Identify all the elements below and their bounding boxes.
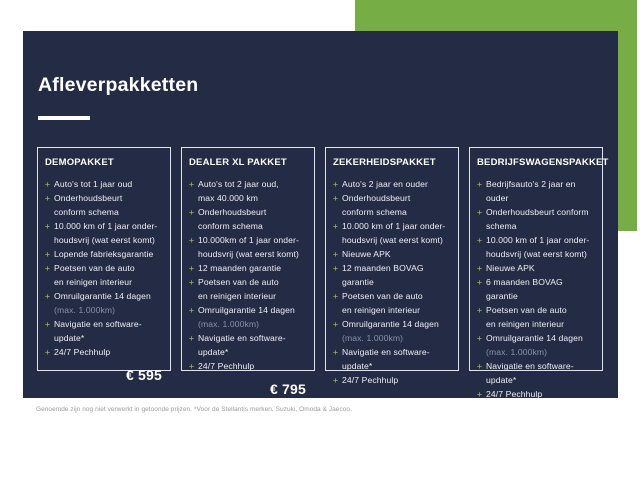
feature-item [477, 261, 595, 275]
feature-line: Auto's tot 1 jaar oud [54, 179, 133, 189]
feature-line: 6 maanden BOVAG garantie [486, 277, 563, 301]
package-title: ZEKERHEIDSPAKKET [333, 157, 436, 168]
feature-list [45, 177, 163, 359]
feature-item [189, 331, 307, 359]
plus-bullet-icon: + [333, 319, 339, 329]
feature-line: 10.000 km of 1 jaar onder- [342, 221, 446, 231]
feature-text [198, 205, 307, 233]
package-price: € 1.095 [401, 395, 450, 411]
feature-line-muted: (max. 1.000km) [54, 305, 116, 315]
feature-list [333, 177, 451, 387]
plus-bullet-icon: + [333, 347, 339, 357]
feature-line: en reinigen interieur [198, 291, 277, 301]
plus-bullet-icon: + [333, 193, 339, 203]
feature-line: Nieuwe APK [342, 249, 391, 259]
feature-item [333, 261, 451, 289]
feature-text [54, 219, 163, 247]
feature-line: houdsvrij (wat eerst komt) [54, 235, 155, 245]
plus-bullet-icon: + [189, 333, 195, 343]
feature-text [342, 219, 451, 247]
feature-line: Bedrijfsauto's 2 jaar en ouder [486, 179, 576, 203]
feature-line: Navigatie en software-update* [342, 347, 430, 371]
plus-bullet-icon: + [333, 179, 339, 189]
feature-text [342, 247, 451, 261]
feature-line: Poetsen van de auto [342, 291, 423, 301]
feature-line-muted: (max. 1.000km) [198, 319, 260, 329]
feature-item [477, 303, 595, 331]
plus-bullet-icon: + [45, 291, 51, 301]
feature-line: en reinigen interieur [54, 277, 133, 287]
feature-line: 24/7 Pechhulp [486, 389, 543, 399]
feature-line: Nieuwe APK [486, 263, 535, 273]
feature-line: Poetsen van de auto [486, 305, 567, 315]
feature-line: Omruilgarantie 14 dagen [342, 319, 439, 329]
feature-line: conform schema [198, 221, 263, 231]
plus-bullet-icon: + [333, 249, 339, 259]
feature-item [477, 387, 595, 401]
feature-item [45, 177, 163, 191]
plus-bullet-icon: + [333, 221, 339, 231]
feature-line: en reinigen interieur [486, 319, 565, 329]
feature-item [189, 205, 307, 233]
plus-bullet-icon: + [477, 277, 483, 287]
feature-line: 10.000km of 1 jaar onder- [198, 235, 299, 245]
feature-line: schema [486, 221, 517, 231]
plus-bullet-icon: + [45, 319, 51, 329]
plus-bullet-icon: + [477, 333, 483, 343]
feature-item [189, 261, 307, 275]
package-price: € 1.095 [545, 409, 594, 425]
feature-list [477, 177, 595, 401]
footnote: Genoemde zijn nog niet verwerkt in getoonde prijzen. *Voor de Stellantis merken, Suzuki, Omoda & Jaecoo. [36, 406, 352, 413]
feature-text [54, 317, 163, 345]
feature-item [333, 289, 451, 317]
feature-text [198, 303, 307, 331]
feature-item [45, 261, 163, 289]
feature-item [189, 233, 307, 261]
feature-text [342, 373, 451, 387]
feature-line: 10.000 km of 1 jaar onder- [486, 235, 590, 245]
feature-item [45, 345, 163, 359]
feature-item [189, 359, 307, 373]
plus-bullet-icon: + [333, 375, 339, 385]
feature-text [486, 331, 595, 359]
feature-text [198, 233, 307, 261]
feature-line: houdsvrij (wat eerst komt) [198, 249, 299, 259]
feature-list [189, 177, 307, 373]
plus-bullet-icon: + [45, 179, 51, 189]
feature-item [477, 331, 595, 359]
feature-line: 24/7 Pechhulp [342, 375, 399, 385]
feature-item [333, 345, 451, 373]
plus-bullet-icon: + [477, 179, 483, 189]
feature-item [477, 177, 595, 205]
plus-bullet-icon: + [45, 193, 51, 203]
package-title: DEMOPAKKET [45, 157, 114, 168]
plus-bullet-icon: + [189, 361, 195, 371]
package-price: € 795 [269, 381, 306, 397]
feature-line-muted: (max. 1.000km) [342, 333, 404, 343]
feature-line: Lopende fabrieksgarantie [54, 249, 154, 259]
plus-bullet-icon: + [45, 249, 51, 259]
feature-text [342, 317, 451, 345]
title-underline [38, 116, 90, 120]
feature-item [189, 177, 307, 205]
feature-line: Onderhoudsbeurt [198, 207, 267, 217]
feature-line: houdsvrij (wat eerst komt) [342, 235, 443, 245]
feature-text [198, 177, 307, 205]
package-card-4 [469, 147, 609, 425]
feature-text [342, 345, 451, 373]
feature-line: Onderhoudsbeurt [342, 193, 411, 203]
feature-line: houdsvrij (wat eerst komt) [486, 249, 587, 259]
feature-text [54, 247, 163, 261]
feature-item [45, 317, 163, 345]
plus-bullet-icon: + [189, 277, 195, 287]
feature-text [342, 191, 451, 219]
feature-item [333, 317, 451, 345]
feature-text [342, 289, 451, 317]
feature-text [54, 191, 163, 219]
feature-item [333, 219, 451, 247]
feature-line: Omruilgarantie 14 dagen [486, 333, 583, 343]
feature-line: en reinigen interieur [342, 305, 421, 315]
feature-text [486, 303, 595, 331]
feature-text [198, 359, 307, 373]
feature-line: 10.000 km of 1 jaar onder- [54, 221, 158, 231]
plus-bullet-icon: + [45, 221, 51, 231]
plus-bullet-icon: + [45, 347, 51, 357]
feature-text [486, 177, 595, 205]
feature-item [333, 373, 451, 387]
plus-bullet-icon: + [333, 291, 339, 301]
feature-line: Omruilgarantie 14 dagen [198, 305, 295, 315]
package-title: BEDRIJFSWAGENSPAKKET [477, 157, 609, 168]
feature-text [54, 261, 163, 289]
feature-line: conform schema [342, 207, 407, 217]
feature-line: 24/7 Pechhulp [54, 347, 111, 357]
feature-text [54, 177, 163, 191]
feature-item [45, 191, 163, 219]
package-title: DEALER XL PAKKET [189, 157, 287, 168]
feature-item [189, 303, 307, 331]
package-price: € 595 [125, 367, 162, 383]
feature-line: Onderhoudsbeurt conform [486, 207, 589, 217]
feature-item [333, 191, 451, 219]
feature-item [477, 233, 595, 261]
plus-bullet-icon: + [333, 263, 339, 273]
feature-line: Poetsen van de auto [198, 277, 279, 287]
plus-bullet-icon: + [189, 263, 195, 273]
plus-bullet-icon: + [477, 263, 483, 273]
feature-line: max 40.000 km [198, 193, 259, 203]
feature-line: Auto's tot 2 jaar oud, [198, 179, 279, 189]
feature-text [54, 289, 163, 317]
feature-item [45, 289, 163, 317]
feature-text [486, 275, 595, 303]
feature-text [486, 233, 595, 261]
plus-bullet-icon: + [477, 389, 483, 399]
feature-text [486, 205, 595, 233]
feature-item [477, 359, 595, 387]
feature-text [486, 359, 595, 387]
plus-bullet-icon: + [189, 207, 195, 217]
feature-line: Omruilgarantie 14 dagen [54, 291, 151, 301]
feature-text [198, 275, 307, 303]
plus-bullet-icon: + [477, 207, 483, 217]
feature-text [486, 261, 595, 275]
feature-line: 12 maanden BOVAG garantie [342, 263, 424, 287]
plus-bullet-icon: + [189, 179, 195, 189]
plus-bullet-icon: + [45, 263, 51, 273]
plus-bullet-icon: + [189, 235, 195, 245]
feature-item [333, 247, 451, 261]
feature-text [486, 387, 595, 401]
feature-item [333, 177, 451, 191]
feature-text [342, 177, 451, 191]
feature-line: Navigatie en software-update* [54, 319, 142, 343]
feature-line-muted: (max. 1.000km) [486, 347, 548, 357]
feature-line: 12 maanden garantie [198, 263, 282, 273]
feature-item [477, 275, 595, 303]
feature-item [45, 219, 163, 247]
feature-item [45, 247, 163, 261]
feature-text [54, 345, 163, 359]
page-title: Afleverpakketten [38, 74, 199, 96]
feature-line: Poetsen van de auto [54, 263, 135, 273]
package-card-3 [325, 147, 459, 411]
feature-text [198, 331, 307, 359]
plus-bullet-icon: + [477, 235, 483, 245]
feature-line: Navigatie en software-update* [486, 361, 574, 385]
package-card-2 [181, 147, 315, 397]
feature-line: Navigatie en software-update* [198, 333, 286, 357]
feature-item [477, 205, 595, 233]
feature-line: 24/7 Pechhulp [198, 361, 255, 371]
feature-line: Onderhoudsbeurt [54, 193, 123, 203]
feature-item [189, 275, 307, 303]
plus-bullet-icon: + [477, 305, 483, 315]
plus-bullet-icon: + [189, 305, 195, 315]
package-card-1 [37, 147, 171, 383]
feature-line: Auto's 2 jaar en ouder [342, 179, 429, 189]
feature-text [198, 261, 307, 275]
plus-bullet-icon: + [477, 361, 483, 371]
feature-line: conform schema [54, 207, 119, 217]
feature-text [342, 261, 451, 289]
